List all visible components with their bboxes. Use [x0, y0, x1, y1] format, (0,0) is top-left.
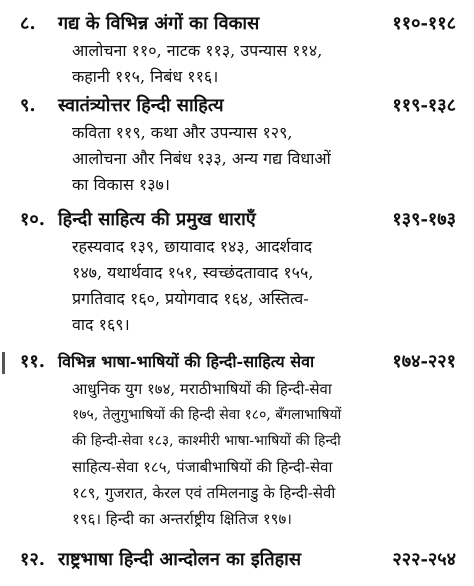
topic-line: कहानी ११५, निबंध ११६। — [72, 67, 219, 86]
page-range: ११९-१३८ — [392, 95, 456, 116]
entry-heading — [0, 348, 474, 376]
chapter-title: हिन्दी साहित्य की प्रमुख धाराएँ — [58, 209, 256, 230]
page-range: १७४-२२१ — [392, 351, 456, 372]
toc-entry — [0, 206, 474, 338]
topic-line: कविता ११९, कथा और उपन्यास १२९, — [72, 123, 293, 142]
topic-line: आधुनिक युग १७४, मराठीभाषियों की हिन्दी-सेवा — [72, 380, 332, 398]
topic-line: १४७, यथार्थवाद १५१, स्वच्छंदतावाद १५५, — [72, 263, 314, 282]
chapter-title: राष्ट्रभाषा हिन्दी आन्दोलन का इतिहास — [58, 549, 301, 570]
topic-list — [72, 120, 444, 198]
toc-entry — [0, 546, 474, 574]
topic-line: प्रगतिवाद १६०, प्रयोगवाद १६४, अस्तित्व- — [72, 289, 309, 308]
chapter-number: ९. — [20, 95, 36, 116]
topic-line: १९६। हिन्दी का अन्तर्राष्ट्रीय क्षितिज १९७। — [72, 510, 292, 528]
page-range: २२२-२५४ — [392, 549, 456, 570]
chapter-title: स्वातंत्र्योत्तर हिन्दी साहित्य — [58, 95, 224, 116]
chapter-number: १०. — [20, 209, 45, 230]
toc-entry — [0, 348, 474, 532]
topic-line: १८९, गुजरात, केरल एवं तमिलनाडु के हिन्दी-सेवी — [72, 484, 336, 502]
topic-line: साहित्य-सेवा १८५, पंजाबीभाषियों की हिन्दी-सेवा — [72, 458, 333, 476]
entry-heading — [0, 206, 474, 234]
chapter-number: ११. — [20, 351, 45, 372]
topic-line: आलोचना ११०, नाटक ११३, उपन्यास ११४, — [72, 41, 323, 60]
topic-line: आलोचना और निबंध १३३, अन्य गद्य विधाओं — [72, 149, 331, 168]
page-range: १३९-१७३ — [392, 209, 456, 230]
topic-list — [72, 376, 462, 532]
entry-heading — [0, 546, 474, 574]
topic-line: का विकास १३७। — [72, 175, 170, 194]
chapter-number: १२. — [20, 549, 45, 570]
chapter-title: गद्य के विभिन्न अंगों का विकास — [58, 13, 260, 34]
page-range: ११०-११८ — [392, 13, 456, 34]
entry-heading — [0, 10, 474, 38]
topic-line: की हिन्दी-सेवा १८३, काश्मीरी भाषा-भाषियों की हिन्दी — [72, 433, 341, 449]
chapter-number: ८. — [20, 13, 36, 34]
toc-entry — [0, 10, 474, 90]
topic-list — [72, 38, 444, 90]
topic-list — [72, 234, 444, 338]
chapter-title: विभिन्न भाषा-भाषियों की हिन्दी-साहित्य सेवा — [58, 352, 315, 371]
topic-line: रहस्यवाद १३९, छायावाद १४३, आदर्शवाद — [72, 237, 313, 256]
topic-line: वाद १६९। — [72, 315, 130, 334]
toc-entry — [0, 92, 474, 198]
entry-heading — [0, 92, 474, 120]
topic-line: १७५, तेलुगुभाषियों की हिन्दी सेवा १८०, बँगलाभाषियों — [72, 407, 342, 423]
